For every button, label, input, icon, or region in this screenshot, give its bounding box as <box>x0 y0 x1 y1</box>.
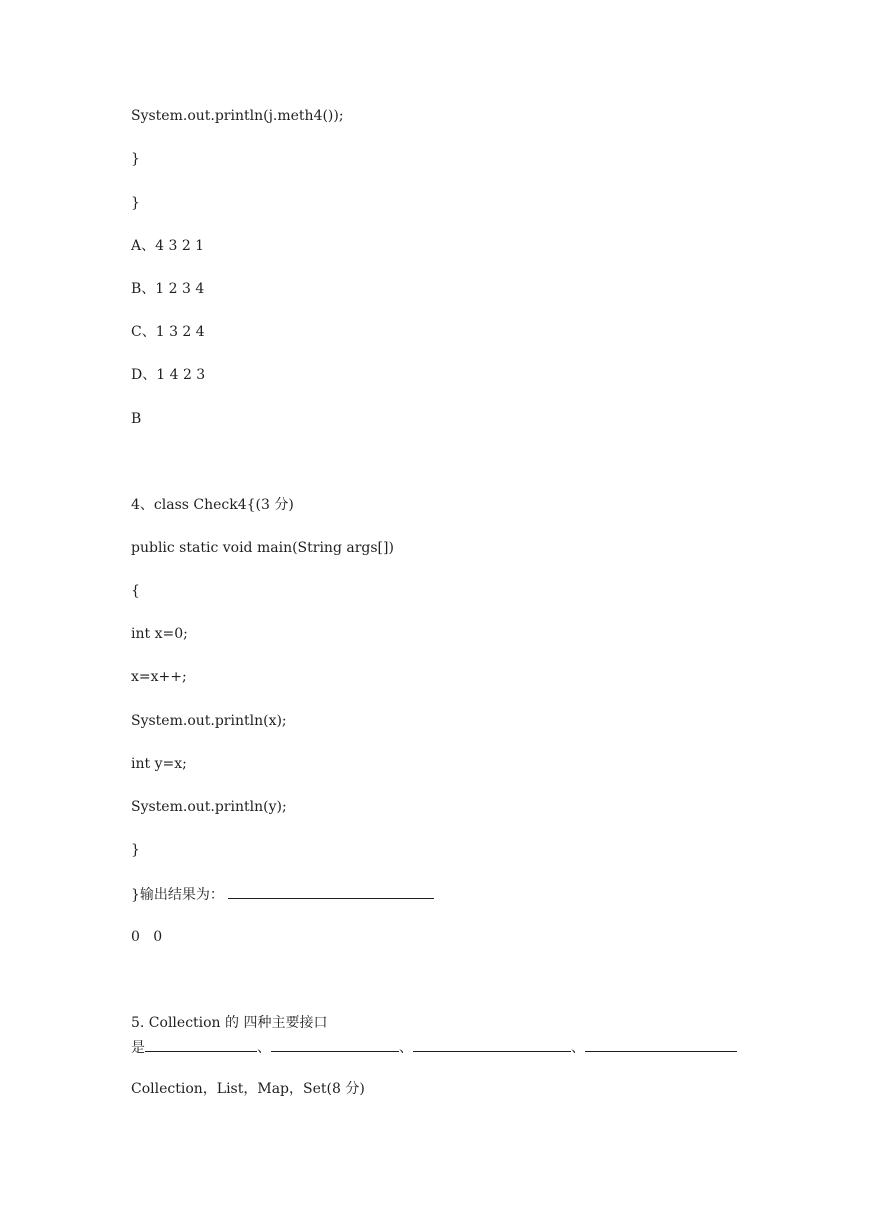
output-question <box>131 884 434 904</box>
answer-blank <box>585 1037 737 1052</box>
fill-in-line <box>131 1037 737 1057</box>
code-line: int x=0; <box>131 626 188 642</box>
answer: Collection，List，Map，Set(8 分) <box>131 1081 365 1097</box>
option-d: D、1 4 2 3 <box>131 367 206 383</box>
code-line: } <box>131 842 140 858</box>
code-line: } <box>131 195 140 211</box>
code-line: } <box>131 151 140 167</box>
answer: 0 0 <box>131 929 163 945</box>
answer: B <box>131 411 142 427</box>
code-line: x=x++; <box>131 669 187 685</box>
question-heading: 5. Collection 的 四种主要接口 <box>131 1015 328 1031</box>
option-b: B、1 2 3 4 <box>131 281 205 297</box>
code-line: System.out.println(j.meth4()); <box>131 108 344 124</box>
answer-blank <box>271 1037 399 1052</box>
fill-in-prefix: 是 <box>131 1040 145 1056</box>
answer-blank <box>413 1037 571 1052</box>
separator: 、 <box>571 1040 585 1056</box>
code-line: System.out.println(y); <box>131 799 287 815</box>
separator: 、 <box>399 1040 413 1056</box>
option-c: C、1 3 2 4 <box>131 324 205 340</box>
option-a: A、4 3 2 1 <box>131 238 205 254</box>
code-line: { <box>131 583 140 599</box>
question-heading: 4、class Check4{(3 分) <box>131 497 294 513</box>
code-line: System.out.println(x); <box>131 713 287 729</box>
code-line: public static void main(String args[]) <box>131 540 394 556</box>
separator: 、 <box>257 1040 271 1056</box>
output-label: }输出结果为： <box>131 887 224 903</box>
answer-blank <box>228 884 434 899</box>
answer-blank <box>145 1037 257 1052</box>
code-line: int y=x; <box>131 756 187 772</box>
